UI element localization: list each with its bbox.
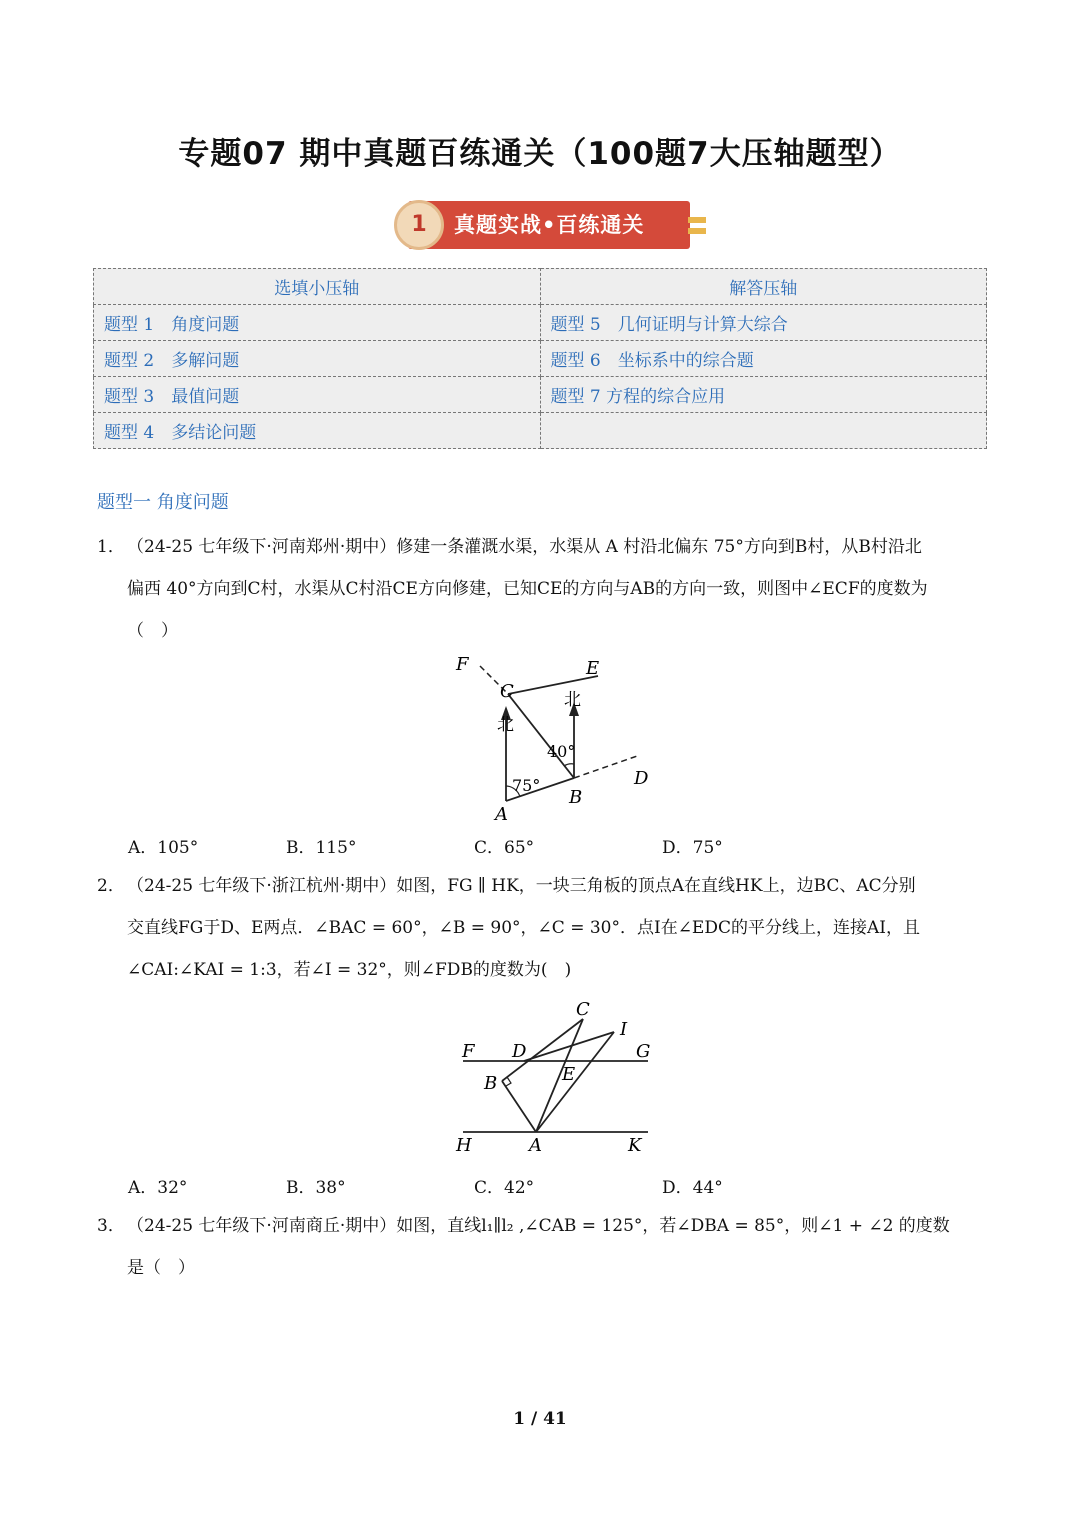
toc-link[interactable]: 题型 4 多结论问题 [94, 413, 541, 449]
label-B: B [569, 787, 583, 808]
label-C: C [500, 681, 514, 702]
angle-label-40: 40° [547, 742, 576, 761]
label-E: E [562, 1064, 576, 1085]
question-2 [97, 865, 987, 991]
figure-q2 [448, 995, 668, 1160]
question-1 [97, 526, 987, 652]
label-H: H [456, 1135, 472, 1156]
option-a[interactable]: A．105° [128, 838, 199, 858]
label-A: A [495, 804, 508, 825]
label-K: K [628, 1135, 642, 1156]
question-text: 是（ ） [127, 1258, 195, 1278]
toc-empty-cell [540, 413, 987, 449]
question-text: ∠CAI:∠KAI = 1:3，若∠I = 32°，则∠FDB的度数为( ) [127, 960, 572, 980]
option-d[interactable]: D．44° [662, 1178, 723, 1198]
label-E: E [586, 658, 600, 679]
label-G: G [636, 1041, 651, 1062]
question-3 [97, 1205, 987, 1289]
section-banner [394, 199, 710, 251]
angle-label-75: 75° [512, 776, 541, 795]
banner-deco [688, 217, 706, 223]
banner-number: 1 [394, 200, 444, 250]
toc-right-header: 解答压轴 [540, 269, 987, 305]
label-A: A [529, 1135, 542, 1156]
question-text: （ ） [127, 621, 178, 641]
option-c[interactable]: C．65° [474, 838, 535, 858]
label-B: B [484, 1073, 498, 1094]
toc-left-header: 选填小压轴 [94, 269, 541, 305]
page-title: 专题07 期中真题百练通关（100题7大压轴题型） [178, 136, 902, 172]
question-text: 交直线FG于D、E两点．∠BAC = 60°，∠B = 90°，∠C = 30°．点I在∠EDC的平分线上，连接AI，且 [127, 918, 920, 938]
toc-link[interactable]: 题型 1 角度问题 [94, 305, 541, 341]
question-text: （24-25 七年级下·河南郑州·期中）修建一条灌溉水渠，水渠从 A 村沿北偏东 75°方向到B村，从B村沿北 [127, 537, 922, 557]
question-number: 1． [97, 537, 125, 557]
question-text: （24-25 七年级下·浙江杭州·期中）如图，FG ∥ HK，一块三角板的顶点A在直线HK上，边BC、AC分别 [127, 876, 916, 896]
label-C: C [576, 999, 590, 1020]
figure-q1 [440, 648, 670, 828]
option-a[interactable]: A．32° [128, 1178, 188, 1198]
label-D: D [634, 768, 649, 789]
toc-link[interactable]: 题型 5 几何证明与计算大综合 [540, 305, 987, 341]
page-number: 1 / 41 [513, 1409, 567, 1429]
toc-table [93, 268, 987, 449]
question-number: 3． [97, 1216, 125, 1236]
label-F: F [456, 654, 469, 675]
north-label: 北 [497, 715, 514, 735]
section-title: 题型一 角度问题 [97, 492, 229, 513]
option-b[interactable]: B．38° [286, 1178, 346, 1198]
option-b[interactable]: B．115° [286, 838, 357, 858]
toc-link[interactable]: 题型 3 最值问题 [94, 377, 541, 413]
toc-link[interactable]: 题型 2 多解问题 [94, 341, 541, 377]
toc-link[interactable]: 题型 7 方程的综合应用 [540, 377, 987, 413]
toc-link[interactable]: 题型 6 坐标系中的综合题 [540, 341, 987, 377]
label-D: D [512, 1041, 527, 1062]
option-c[interactable]: C．42° [474, 1178, 535, 1198]
north-label: 北 [564, 690, 581, 710]
option-d[interactable]: D．75° [662, 838, 723, 858]
question-text: （24-25 七年级下·河南商丘·期中）如图，直线l₁∥l₂ ,∠CAB = 125°，若∠DBA = 85°，则∠1 + ∠2 的度数 [127, 1216, 950, 1236]
question-number: 2． [97, 876, 125, 896]
question-text: 偏西 40°方向到C村，水渠从C村沿CE方向修建，已知CE的方向与AB的方向一致，则图中∠ECF的度数为 [127, 579, 928, 599]
label-F: F [462, 1041, 475, 1062]
banner-deco [688, 228, 706, 234]
banner-text: 真题实战•百练通关 [454, 213, 645, 237]
label-I: I [620, 1019, 628, 1040]
